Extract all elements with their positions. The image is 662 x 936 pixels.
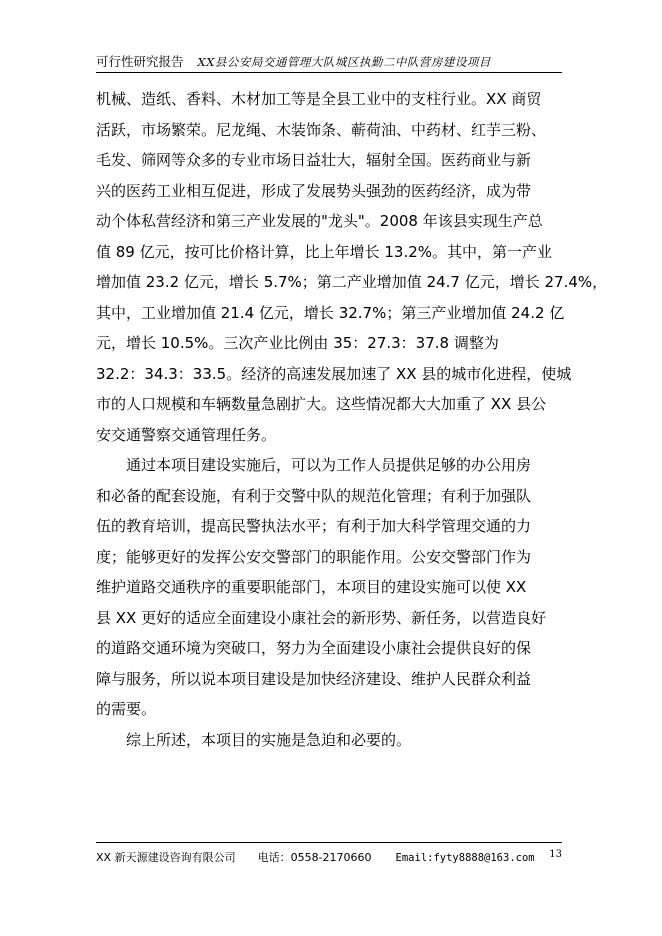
header-doc-type: 可行性研究报告 <box>96 54 184 69</box>
footer-phone: 电话：0558-2170660 <box>257 851 372 864</box>
text-line: 其中，工业增加值 21.4 亿元，增长 32.7%；第三产业增加值 24.2 亿 <box>96 303 565 322</box>
paragraph-project-benefits <box>96 450 576 725</box>
text-line: 毛发、筛网等众多的专业市场日益壮大，辐射全国。医药商业与新 <box>96 151 532 169</box>
text-line: 障与服务，所以说本项目建设是加快经济建设、维护人民群众利益 <box>96 669 532 688</box>
document-body <box>96 84 608 755</box>
text-line: 值 89 亿元，按可比价格计算，比上年增长 13.2%。其中，第一产业 <box>96 242 553 261</box>
text-line: 伍的教育培训，提高民警执法水平；有利于加大科学管理交通的力 <box>96 517 532 535</box>
header-project-title: XX县公安局交通管理大队城区执勤二中队营房建设项目 <box>197 55 491 69</box>
text-line: 安交通警察交通管理任务。 <box>96 425 277 444</box>
footer-company: XX 新天源建设咨询有限公司 <box>96 851 236 864</box>
text-line: 机械、造纸、香料、木材加工等是全县工业中的支柱行业。XX 商贸 <box>96 90 542 108</box>
footer-email: Email:fyty8888@163.com <box>395 852 535 864</box>
text-line: 市的人口规模和车辆数量急剧扩大。这些情况都大大加重了 XX 县公 <box>96 395 547 413</box>
paragraph-conclusion <box>96 725 576 756</box>
paragraph-economy <box>96 84 608 450</box>
text-line: 动个体私营经济和第三产业发展的"龙头"。2008 年该县实现生产总 <box>96 212 543 230</box>
page-number: 13 <box>549 849 562 860</box>
text-line: 兴的医药工业相互促进，形成了发展势头强劲的医药经济，成为带 <box>96 181 532 200</box>
text-line: 度；能够更好的发挥公安交警部门的职能作用。公安交警部门作为 <box>96 547 532 566</box>
text-line: 的需要。 <box>96 700 157 718</box>
text-line: 的道路交通环境为突破口，努力为全面建设小康社会提供良好的保 <box>96 639 532 657</box>
text-line: 综上所述，本项目的实施是急迫和必要的。 <box>126 730 412 749</box>
text-line: 通过本项目建设实施后，可以为工作人员提供足够的办公用房 <box>126 456 532 474</box>
header-divider <box>96 72 562 73</box>
page-header <box>96 52 562 72</box>
text-line: 增加值 23.2 亿元，增长 5.7%；第二产业增加值 24.7 亿元，增长 27.4%， <box>96 273 608 291</box>
text-line: 元，增长 10.5%。三次产业比例由 35：27.3：37.8 调整为 <box>96 334 499 352</box>
text-line: 和必备的配套设施，有利于交警中队的规范化管理；有利于加强队 <box>96 486 532 505</box>
text-line: 32.2：34.3：33.5。经济的高速发展加速了 XX 县的城市化进程，使城 <box>96 364 572 383</box>
text-line: 县 XX 更好的适应全面建设小康社会的新形势、新任务，以营造良好 <box>96 608 547 627</box>
text-line: 活跃，市场繁荣。尼龙绳、木装饰条、蕲荷油、中药材、红芋三粉、 <box>96 120 547 139</box>
page-footer <box>96 849 562 865</box>
footer-divider <box>96 842 562 843</box>
text-line: 维护道路交通秩序的重要职能部门，本项目的建设实施可以使 XX <box>96 578 527 596</box>
